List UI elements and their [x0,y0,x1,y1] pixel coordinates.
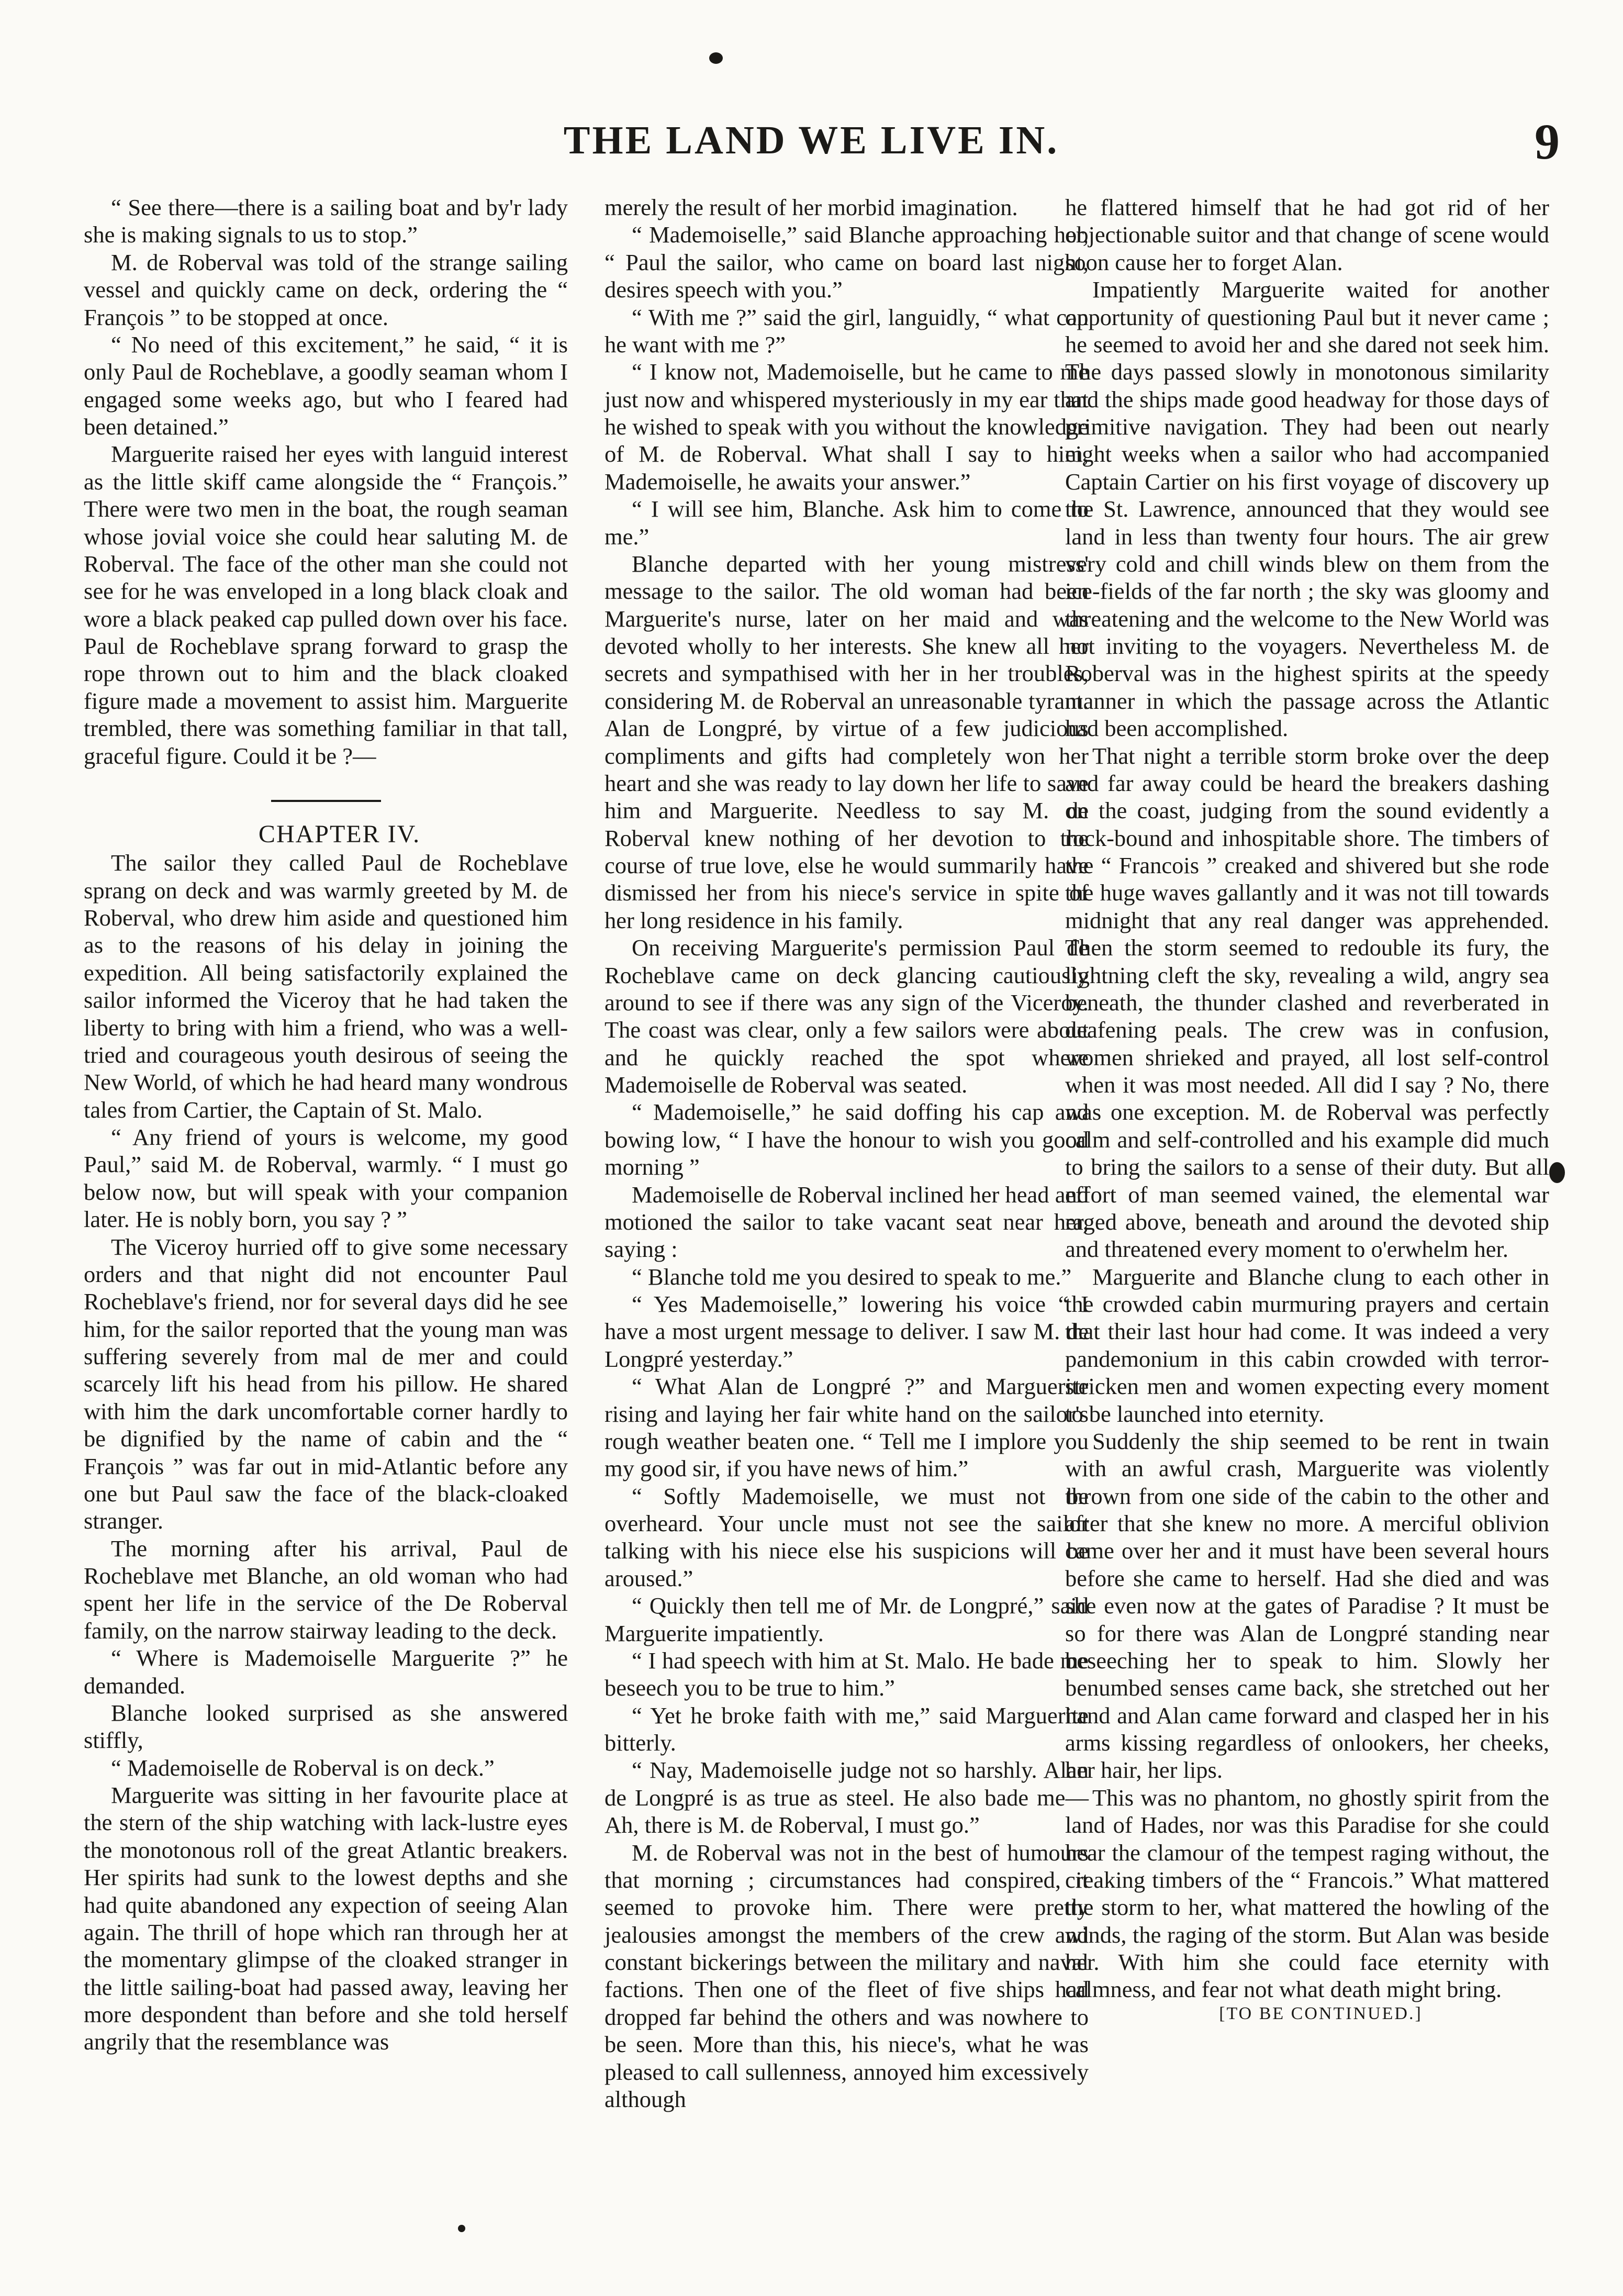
paragraph: “ Softly Mademoiselle, we must not be overheard. Your uncle must not see the sailor talking with his niece else his suspicions will be aroused.” [605,1483,1089,1591]
chapter-heading: CHAPTER IV. [258,820,421,848]
paragraph: “ Quickly then tell me of Mr. de Longpré,” said Marguerite impatiently. [605,1592,1089,1646]
paragraph: Blanche departed with her young mistress' message to the sailor. The old woman had been Marguerite's nurse, later on her maid and was devoted wholly to her interests. She knew all her secrets and sympathised with her in her troubles, considering M. de Roberval an unreasonable tyrant. Alan de Longpré, by virtue of a few judicious compliments and gifts had completely won her heart and she was ready to lay down her life to save him and Marguerite. Needless to say M. de Roberval knew nothing of her devotion to the course of true love, else he would summarily have dismissed her from his niece's service in spite of her long residence in his family. [605,550,1089,933]
paragraph: “ I had speech with him at St. Malo. He bade me beseech you to be true to him.” [605,1647,1089,1701]
paragraph: Mademoiselle de Roberval inclined her head and motioned the sailor to take vacant seat near her, saying : [605,1181,1089,1263]
paragraph: The Viceroy hurried off to give some necessary orders and that night did not encounter Paul Rocheblave's friend, nor for several days did he see him, for the sailor reported that the young man was suffering severely from mal de mer and could scarcely lift his head from his pillow. He shared with him the dark uncomfortable corner hardly to be dignified by the name of cabin and the “ François ” was far out in mid-Atlantic before any one but Paul saw the face of the black-cloaked stranger. [84,1233,568,1534]
paragraph: “ Yet he broke faith with me,” said Marguerite bitterly. [605,1702,1089,1756]
paragraph: Impatiently Marguerite waited for another opportunity of questioning Paul but it never came ; he seemed to avoid her and she dared not seek him. The days passed slowly in monotonous similarity and the ships made good headway for those days of primitive navigation. They had been out nearly eight weeks when a sailor who had accompanied Captain Cartier on his first voyage of discovery up the St. Lawrence, announced that they would see land in less than twenty four hours. The air grew very cold and chill winds blew on them from the ice-fields of the far north ; the sky was gloomy and threatening and the welcome to the New World was not inviting to the voyagers. Nevertheless M. de Roberval was in the highest spirits at the speedy manner in which the passage across the Atlantic had been accomplished. [1065,276,1549,742]
paragraph: On receiving Marguerite's permission Paul de Rocheblave came on deck glancing cautiously around to see if there was any sign of the Viceroy. The coast was clear, only a few sailors were about and he quickly reached the spot where Mademoiselle de Roberval was seated. [605,934,1089,1098]
paragraph: “ I will see him, Blanche. Ask him to come to me.” [605,496,1089,550]
text-column-3 [1065,194,1549,2183]
paragraph: Marguerite raised her eyes with languid interest as the little skiff came alongside the “ François.” There were two men in the boat, the rough seaman whose jovial voice she could hear saluting M. de Roberval. The face of the other man she could not see for he was enveloped in a long black cloak and wore a black peaked cap pulled down over his face. Paul de Rocheblave sprang forward to grasp the rope thrown out to him and the black cloaked figure made a movement to assist him. Marguerite trembled, there was something familiar in that tall, graceful figure. Could it be ?— [84,441,568,769]
page-title: THE LAND WE LIVE IN. [563,118,1059,162]
paragraph: “ Mademoiselle,” said Blanche approaching her, “ Paul the sailor, who came on board last night, desires speech with you.” [605,221,1089,303]
paragraph: “ With me ?” said the girl, languidly, “ what can he want with me ?” [605,304,1089,358]
paragraph: Blanche looked surprised as she answered stiffly, [84,1699,568,1754]
paragraph: “ Mademoiselle de Roberval is on deck.” [111,1754,495,1781]
paragraph: “ Any friend of yours is welcome, my good Paul,” said M. de Roberval, warmly. “ I must go below now, but will speak with your companion later. He is nobly born, you say ? ” [84,1124,568,1233]
ink-speck-decoration [709,52,723,64]
paragraph: Marguerite and Blanche clung to each other in the crowded cabin murmuring prayers and certain that their last hour had come. It was indeed a very pandemonium in this cabin crowded with terror-stricken men and women expecting every moment to be launched into eternity. [1065,1263,1549,1427]
text-column-1 [84,194,568,2183]
paragraph: “ I know not, Mademoiselle, but he came to me just now and whispered mysteriously in my ear that he wished to speak with you without the knowledge of M. de Roberval. What shall I say to him, Mademoiselle, he awaits your answer.” [605,359,1089,495]
paragraph: M. de Roberval was not in the best of humours that morning ; circumstances had conspired, it seemed to provoke him. There were pretty jealousies amongst the members of the crew and constant bickerings between the military and naval factions. Then one of the fleet of five ships had dropped far behind the others and was nowhere to be seen. More than this, his niece's, what he was pleased to call sullenness, annoyed him excessively although [605,1839,1089,2112]
section-divider [271,800,381,802]
paragraph: This was no phantom, no ghostly spirit from the land of Hades, nor was this Paradise for she could hear the clamour of the tempest raging without, the creaking timbers of the “ Francois.” What mattered the storm to her, what mattered the howling of the winds, the raging of the storm. But Alan was beside her. With him she could face eternity with calmness, and fear not what death might bring. [1065,1784,1549,2003]
paragraph: merely the result of her morbid imagination. [605,194,1018,220]
page-header [63,113,1560,175]
paragraph: “ Where is Mademoiselle Marguerite ?” he demanded. [84,1645,568,1699]
paragraph: “ Blanche told me you desired to speak to me.” [632,1263,1072,1290]
ink-speck-decoration [1549,1162,1565,1183]
paragraph: “ No need of this excitement,” he said, “ it is only Paul de Rocheblave, a goodly seaman whom I engaged some weeks ago, but who I feared had been detained.” [84,331,568,440]
paragraph: he flattered himself that he had got rid of her objectionable suitor and that change of scene would soon cause her to forget Alan. [1065,194,1549,275]
paragraph: “ What Alan de Longpré ?” and Marguerite rising and laying her fair white hand on the sailor's rough weather beaten one. “ Tell me I implore you my good sir, if you have news of him.” [605,1373,1089,1482]
continued-note: [TO BE CONTINUED.] [1219,2003,1423,2023]
paragraph: “ Nay, Mademoiselle judge not so harshly. Alan de Longpré is as true as steel. He also bade me— Ah, there is M. de Roberval, I must go.” [605,1757,1089,1838]
paragraph: “ Mademoiselle,” he said doffing his cap and bowing low, “ I have the honour to wish you good morning ” [605,1099,1089,1180]
paragraph: M. de Roberval was told of the strange sailing vessel and quickly came on deck, ordering the “ François ” to be stopped at once. [84,249,568,330]
paragraph: Marguerite was sitting in her favourite place at the stern of the ship watching with lack-lustre eyes the monotonous roll of the great Atlantic breakers. Her spirits had sunk to the lowest depths and she had quite abandoned any expection of seeing Alan again. The thrill of hope which ran through her at the momentary glimpse of the cloaked stranger in the little sailing-boat had passed away, leaving her more despondent than before and she told herself angrily that the resemblance was [84,1782,568,2055]
ink-speck-decoration [458,2225,465,2232]
text-column-2 [605,194,1089,2183]
paragraph: That night a terrible storm broke over the deep and far away could be heard the breakers dashing on the coast, judging from the sound evidently a rock-bound and inhospitable shore. The timbers of the “ Francois ” creaked and shivered but she rode the huge waves gallantly and it was not till towards midnight that any real danger was apprehended. Then the storm seemed to redouble its fury, the lightning cleft the sky, revealing a wild, angry sea beneath, the thunder clashed and reverberated in deafening peals. The crew was in confusion, women shrieked and prayed, all lost self-control when it was most needed. All did I say ? No, there was one exception. M. de Roberval was perfectly calm and self-controlled and his example did much to bring the sailors to a sense of their duty. But all effort of man seemed vained, the elemental war raged above, beneath and around the devoted ship and threatened every moment to o'erwhelm her. [1065,742,1549,1263]
paragraph: “ Yes Mademoiselle,” lowering his voice “ I have a most urgent message to deliver. I saw M. de Longpré yesterday.” [605,1291,1089,1372]
paragraph: “ See there—there is a sailing boat and by'r lady she is making signals to us to stop.” [84,194,568,248]
paragraph: Suddenly the ship seemed to be rent in twain with an awful crash, Marguerite was violently thrown from one side of the cabin to the other and after that she knew no more. A merciful oblivion came over her and it must have been several hours before she came to herself. Had she died and was she even now at the gates of Paradise ? It must be so for there was Alan de Longpré standing near beseeching her to speak to him. Slowly her benumbed senses came back, she stretched out her hand and Alan came forward and clasped her in his arms kissing regardless of onlookers, her cheeks, her hair, her lips. [1065,1428,1549,1784]
page-number: 9 [1535,114,1560,170]
paragraph: The morning after his arrival, Paul de Rocheblave met Blanche, an old woman who had spent her life in the service of the De Roberval family, on the narrow stairway leading to the deck. [84,1535,568,1644]
paragraph: The sailor they called Paul de Rocheblave sprang on deck and was warmly greeted by M. de Roberval, who drew him aside and questioned him as to the reasons of his delay in joining the expedition. All being satisfactorily explained the sailor informed the Viceroy that he had taken the liberty to bring with him a friend, who was a well-tried and courageous youth desirous of seeing the New World, of which he had heard many wondrous tales from Cartier, the Captain of St. Malo. [84,850,568,1123]
